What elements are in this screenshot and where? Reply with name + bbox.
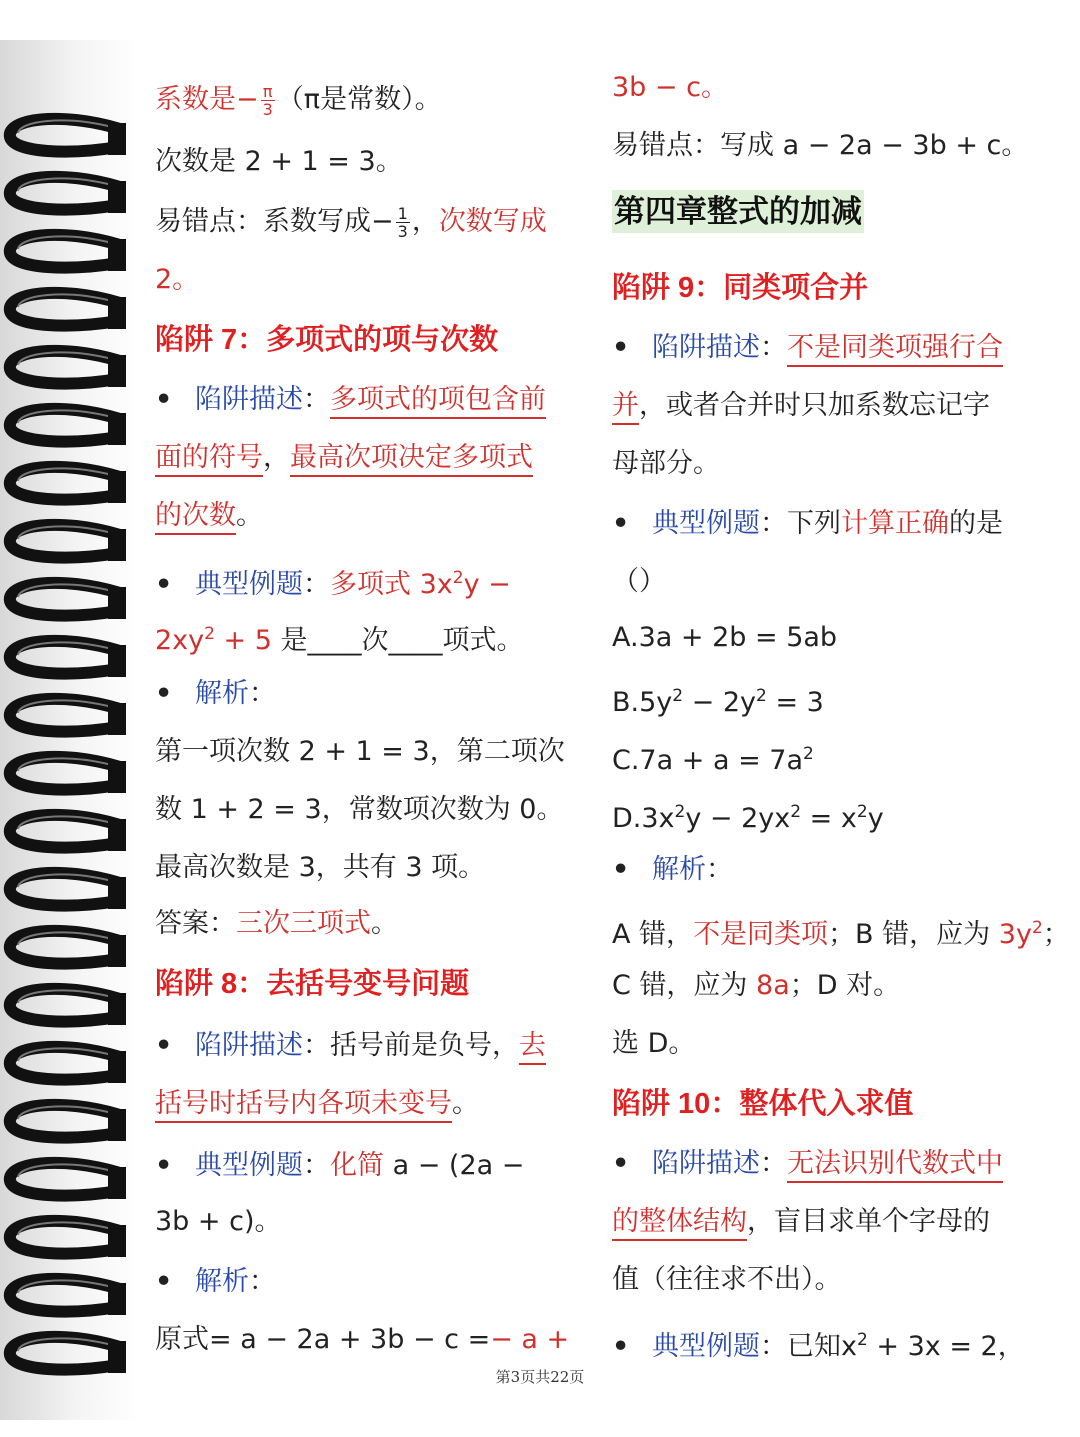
trap-8-error: 易错点：写成 a − 2a − 3b + c。 <box>612 130 1029 161</box>
analysis-text: 原式= a − 2a + 3b − c = <box>155 1324 491 1355</box>
error-degree-text: 次数写成 <box>438 206 547 237</box>
analysis-highlight: 不是同类项 <box>693 919 829 950</box>
trap-9-example <box>612 506 1003 542</box>
comma: ， <box>263 442 290 473</box>
trap-8-description-cont <box>155 1086 479 1122</box>
spiral-ring <box>10 1163 126 1199</box>
exponent: 2 <box>672 686 684 706</box>
spiral-ring <box>10 1221 126 1257</box>
colon: ： <box>303 1150 330 1181</box>
spiral-ring <box>10 931 126 967</box>
trap-9-description-cont <box>612 388 990 424</box>
analysis-line: 第一项次数 2 + 1 = 3，第二项次 <box>155 736 565 767</box>
colon: ： <box>303 1030 330 1061</box>
description-text: 无法识别代数式中 <box>787 1148 1003 1183</box>
example-label: 典型例题 <box>652 1331 760 1362</box>
example-expression: a − (2a − <box>384 1150 525 1181</box>
colon: ： <box>760 1148 787 1179</box>
option-b <box>612 678 824 721</box>
spiral-ring <box>10 699 126 735</box>
answer-line <box>155 906 398 942</box>
colon: ： <box>303 569 330 600</box>
description-label: 陷阱描述 <box>652 332 760 363</box>
spiral-ring <box>10 235 126 271</box>
analysis-line: 最高次数是 3，共有 3 项。 <box>155 852 486 883</box>
expr-part: 3y <box>998 919 1032 950</box>
exponent: 2 <box>803 744 814 764</box>
degree-line: 次数是 2 + 1 = 3。 <box>155 146 403 177</box>
spiral-ring <box>10 119 126 155</box>
spiral-ring <box>10 583 126 619</box>
bullet: • <box>612 508 630 539</box>
expr-part: y − <box>463 569 511 600</box>
question-blank: 是____次____项式。 <box>271 625 524 656</box>
simplify-word: 化简 <box>330 1150 384 1181</box>
spiral-ring <box>10 989 126 1025</box>
spiral-rings <box>0 40 140 1420</box>
exponent: 2 <box>1031 918 1043 938</box>
trap-7-description <box>155 382 546 418</box>
error-text: 易错点：系数写成− <box>155 206 394 237</box>
expr-part: 多项式 3x <box>330 569 453 600</box>
exponent: 2 <box>756 686 767 706</box>
expr-part: 2xy <box>155 625 205 656</box>
spiral-ring <box>10 1105 126 1141</box>
trap-8-title: 陷阱 8：去括号变号问题 <box>155 968 470 1000</box>
spiral-ring <box>10 641 126 677</box>
pi-note: （π是常数）。 <box>276 84 442 115</box>
answer-label: 答案： <box>155 908 236 939</box>
exponent: 2 <box>452 568 464 588</box>
spiral-ring <box>10 757 126 793</box>
description-label: 陷阱描述 <box>195 1030 303 1061</box>
bullet: • <box>612 332 630 363</box>
analysis-text: C 错，应为 <box>612 970 757 1001</box>
bullet: • <box>612 1331 630 1362</box>
spiral-ring <box>10 525 126 561</box>
example-text: 的是 <box>949 508 1003 539</box>
page-footer: 第3页共22页 <box>495 1368 585 1386</box>
error-line <box>155 204 547 240</box>
trap-9-analysis <box>612 852 733 888</box>
description-label: 陷阱描述 <box>652 1148 760 1179</box>
example-text: 下列 <box>787 508 841 539</box>
analysis-line <box>612 968 900 1004</box>
trap-8-example-cont: 3b + c)。 <box>155 1206 282 1237</box>
description-text: 多项式的项包含前 <box>330 384 546 419</box>
trap-9-description-end: 母部分。 <box>612 448 720 479</box>
answer-value: 三次三项式 <box>236 908 371 939</box>
expr-part: = x <box>801 803 857 834</box>
period: 。 <box>371 908 398 939</box>
bullet: • <box>155 569 173 600</box>
description-text: 不是同类项强行合 <box>787 332 1003 367</box>
expr-part: 已知x <box>787 1331 857 1362</box>
example-label: 典型例题 <box>195 1150 303 1181</box>
colon: ： <box>706 854 733 885</box>
description-text: 的次数 <box>155 500 236 535</box>
answer-line: 选 D。 <box>612 1028 696 1059</box>
trap-7-description-end <box>155 498 263 534</box>
trap-9-description <box>612 330 1003 366</box>
bullet: • <box>155 384 173 415</box>
bullet: • <box>612 1148 630 1179</box>
spiral-binding <box>0 40 140 1420</box>
fraction-pi-over-3 <box>261 83 275 118</box>
description-text: 最高次项决定多项式 <box>290 442 533 477</box>
trap-9-example-paren: （） <box>612 566 666 597</box>
analysis-result: − a + <box>490 1324 570 1355</box>
comma: ， <box>411 206 439 237</box>
period: 。 <box>452 1088 479 1119</box>
fraction-numerator: 1 <box>397 204 408 223</box>
expr-part: y <box>867 803 884 834</box>
spiral-ring <box>10 1047 126 1083</box>
expr-part: C.7a + a = 7a <box>612 745 804 776</box>
fraction-one-third <box>396 205 410 240</box>
fraction-denominator: 3 <box>397 222 408 241</box>
chapter-title: 第四章整式的加减 <box>612 190 864 233</box>
spiral-ring <box>10 815 126 851</box>
trap-10-description-end: 值（往往求不出）。 <box>612 1264 842 1295</box>
description-text: ，或者合并时只加系数忘记字 <box>639 390 990 421</box>
example-label: 典型例题 <box>195 569 303 600</box>
spiral-ring <box>10 293 126 329</box>
trap-10-description-cont <box>612 1204 990 1240</box>
trap-8-result: 3b − c。 <box>612 72 728 103</box>
example-expression <box>155 625 272 656</box>
expr-part: D.3x <box>612 803 675 834</box>
spiral-ring <box>10 467 126 503</box>
error-degree-value: 2。 <box>155 264 200 295</box>
exponent: 2 <box>204 624 215 644</box>
spiral-ring <box>10 873 126 909</box>
analysis-highlight <box>999 919 1043 950</box>
analysis-label: 解析 <box>652 854 706 885</box>
spiral-ring <box>10 409 126 445</box>
bullet: • <box>612 854 630 885</box>
option-c <box>612 736 814 779</box>
trap-7-description-cont <box>155 440 533 476</box>
trap-10-example <box>612 1322 1025 1365</box>
trap-7-analysis <box>155 676 276 712</box>
spiral-ring <box>10 351 126 387</box>
example-highlight: 计算正确 <box>841 508 949 539</box>
trap-7-example <box>155 560 511 603</box>
example-label: 典型例题 <box>652 508 760 539</box>
analysis-label: 解析 <box>195 678 249 709</box>
fraction-denominator: 3 <box>262 100 273 119</box>
description-text: 并 <box>612 390 639 425</box>
colon: ： <box>249 678 276 709</box>
colon: ： <box>760 1331 787 1362</box>
trap-8-analysis-line <box>155 1322 569 1358</box>
spiral-ring <box>10 177 126 213</box>
description-text: 面的符号 <box>155 442 263 477</box>
trap-9-title: 陷阱 9：同类项合并 <box>612 272 869 304</box>
analysis-highlight: 8a <box>756 970 790 1001</box>
option-d <box>612 794 884 837</box>
expr-part: y − 2yx <box>685 803 791 834</box>
coefficient-line <box>155 82 442 118</box>
trap-10-description <box>612 1146 1003 1182</box>
exponent: 2 <box>856 802 868 822</box>
expr-part: B.5y <box>612 687 673 718</box>
trap-7-example-cont <box>155 616 524 659</box>
colon: ： <box>760 332 787 363</box>
analysis-text: ；B 错，应为 <box>828 919 999 950</box>
colon: ： <box>760 508 787 539</box>
trap-8-example <box>155 1148 524 1184</box>
analysis-text: ； <box>1042 919 1070 950</box>
exponent: 2 <box>674 802 686 822</box>
analysis-line <box>612 910 1070 953</box>
bullet: • <box>155 1150 173 1181</box>
description-label: 陷阱描述 <box>195 384 303 415</box>
option-a: A.3a + 2b = 5ab <box>612 622 838 653</box>
example-expression <box>330 569 511 600</box>
period: 。 <box>236 500 263 531</box>
bullet: • <box>155 678 173 709</box>
analysis-label: 解析 <box>195 1266 249 1297</box>
exponent: 2 <box>790 802 802 822</box>
expr-part: + 5 <box>214 625 272 656</box>
description-text: 括号时括号内各项未变号 <box>155 1088 452 1123</box>
trap-8-analysis <box>155 1264 276 1300</box>
bullet: • <box>155 1030 173 1061</box>
colon: ： <box>249 1266 276 1297</box>
trap-8-description <box>155 1028 546 1064</box>
description-text: 括号前是负号， <box>330 1030 519 1061</box>
expr-part: + 3x = 2， <box>867 1331 1025 1362</box>
colon: ： <box>303 384 330 415</box>
description-text: ，盲目求单个字母的 <box>747 1206 990 1237</box>
coefficient-text: 系数是− <box>155 84 259 115</box>
exponent: 2 <box>856 1330 868 1350</box>
analysis-text: A 错， <box>612 919 694 950</box>
chapter-heading <box>612 194 864 232</box>
fraction-numerator: π <box>261 83 275 101</box>
analysis-line: 数 1 + 2 = 3，常数项次数为 0。 <box>155 794 564 825</box>
bullet: • <box>155 1266 173 1297</box>
expr-part: = 3 <box>766 687 824 718</box>
description-text: 的整体结构 <box>612 1206 747 1241</box>
expr-part: − 2y <box>683 687 757 718</box>
description-text: 去 <box>519 1030 546 1065</box>
spiral-ring <box>10 1279 126 1315</box>
trap-10-title: 陷阱 10：整体代入求值 <box>612 1088 914 1120</box>
trap-7-title: 陷阱 7：多项式的项与次数 <box>155 324 499 356</box>
analysis-text: ；D 对。 <box>789 970 901 1001</box>
